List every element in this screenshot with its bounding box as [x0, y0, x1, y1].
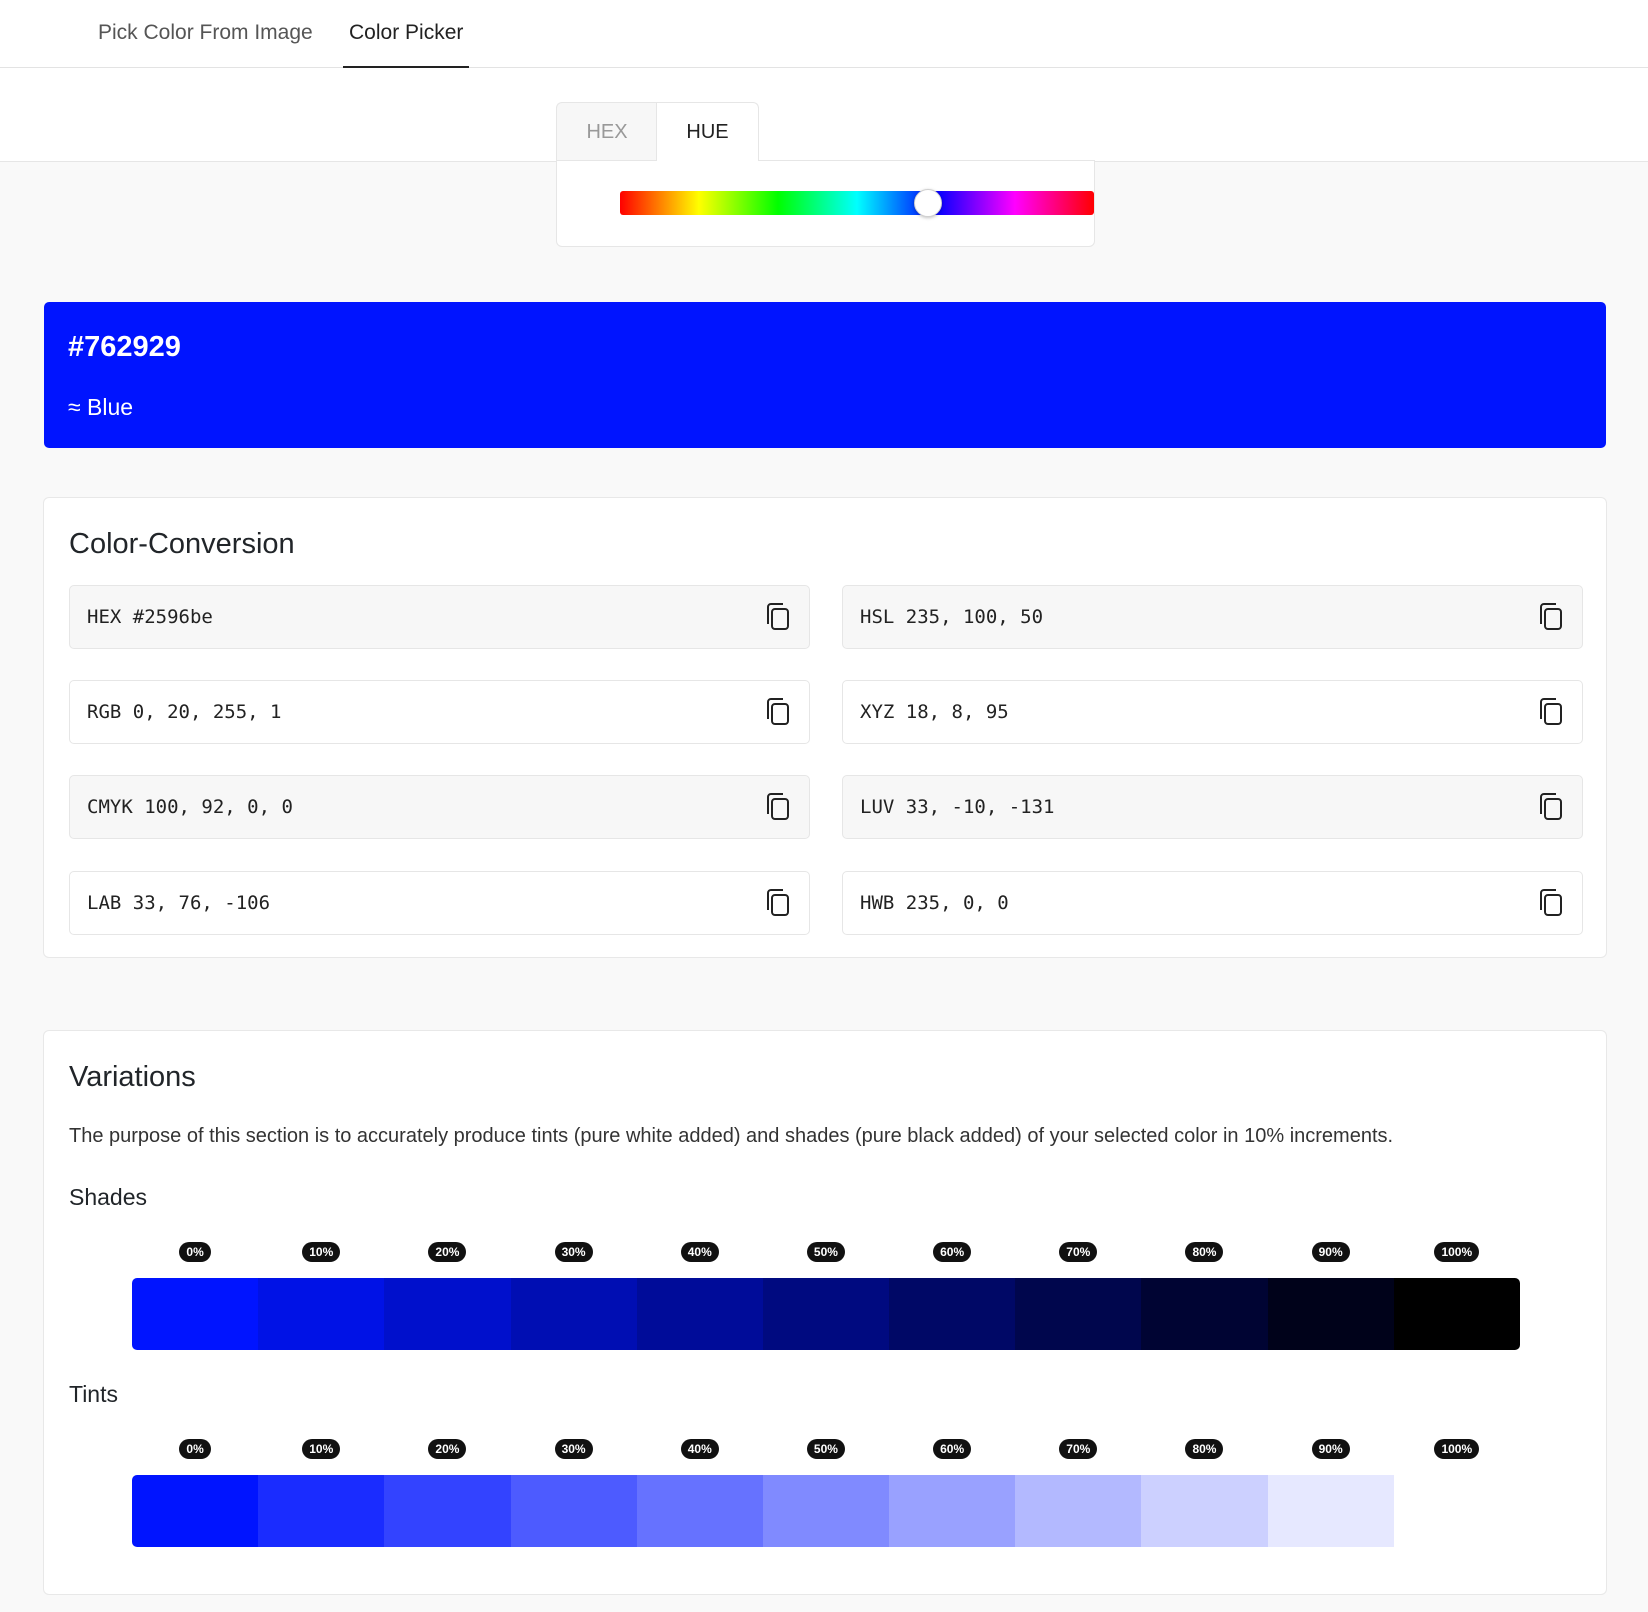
tint-label-cell — [1015, 1439, 1141, 1461]
tint-swatch[interactable] — [637, 1475, 763, 1547]
shade-swatch[interactable] — [1141, 1278, 1267, 1350]
tint-percent-badge: 70% — [1059, 1439, 1097, 1459]
tab-color-picker[interactable]: Color Picker — [343, 0, 469, 68]
tint-percent-badge: 20% — [428, 1439, 466, 1459]
tint-label-cell — [384, 1439, 510, 1461]
shade-label-cell — [637, 1242, 763, 1264]
shade-percent-badge: 50% — [807, 1242, 845, 1262]
copy-icon[interactable] — [765, 792, 791, 822]
tint-label-cell — [637, 1439, 763, 1461]
tint-label-cell — [258, 1439, 384, 1461]
tint-percent-badge: 80% — [1185, 1439, 1223, 1459]
tint-label-cell — [132, 1439, 258, 1461]
copy-icon[interactable] — [1538, 888, 1564, 918]
shade-label-cell — [1268, 1242, 1394, 1264]
shade-percent-badge: 70% — [1059, 1242, 1097, 1262]
tint-swatch[interactable] — [384, 1475, 510, 1547]
conversion-xyz-text: XYZ 18, 8, 95 — [860, 701, 1009, 723]
variations-card — [43, 1030, 1607, 1595]
conversion-hex-text: HEX #2596be — [87, 606, 213, 628]
shade-label-cell — [384, 1242, 510, 1264]
hue-slider-thumb[interactable] — [914, 189, 942, 217]
conversion-row-luv — [842, 775, 1583, 839]
tint-swatch[interactable] — [1015, 1475, 1141, 1547]
tint-percent-badge: 100% — [1434, 1439, 1479, 1459]
shade-label-cell — [258, 1242, 384, 1264]
tint-swatch[interactable] — [1268, 1475, 1394, 1547]
conversion-cmyk-text: CMYK 100, 92, 0, 0 — [87, 796, 293, 818]
shade-percent-badge: 80% — [1185, 1242, 1223, 1262]
shade-percent-badge: 0% — [179, 1242, 210, 1262]
shades-percent-labels — [132, 1242, 1520, 1264]
shade-swatch[interactable] — [637, 1278, 763, 1350]
shade-label-cell — [1141, 1242, 1267, 1264]
conversion-hsl-text: HSL 235, 100, 50 — [860, 606, 1044, 628]
shade-percent-badge: 10% — [302, 1242, 340, 1262]
tint-label-cell — [511, 1439, 637, 1461]
tints-strip — [132, 1475, 1520, 1547]
tint-percent-badge: 90% — [1312, 1439, 1350, 1459]
shade-swatch[interactable] — [1015, 1278, 1141, 1350]
conversion-row-hwb — [842, 871, 1583, 935]
conversion-rgb-text: RGB 0, 20, 255, 1 — [87, 701, 282, 723]
tint-percent-badge: 60% — [933, 1439, 971, 1459]
tint-swatch[interactable] — [763, 1475, 889, 1547]
shade-percent-badge: 60% — [933, 1242, 971, 1262]
picker-band — [0, 68, 1648, 162]
shade-swatch[interactable] — [1394, 1278, 1520, 1350]
shade-label-cell — [1394, 1242, 1520, 1264]
top-navigation — [0, 0, 1648, 68]
shade-percent-badge: 40% — [681, 1242, 719, 1262]
shade-label-cell — [889, 1242, 1015, 1264]
shade-swatch[interactable] — [258, 1278, 384, 1350]
shade-swatch[interactable] — [132, 1278, 258, 1350]
tint-label-cell — [763, 1439, 889, 1461]
shade-swatch[interactable] — [763, 1278, 889, 1350]
tab-hue[interactable]: HUE — [656, 102, 759, 161]
shade-percent-badge: 100% — [1434, 1242, 1479, 1262]
conversion-row-rgb — [69, 680, 810, 744]
hue-slider-track[interactable] — [620, 191, 1094, 215]
conversion-row-xyz — [842, 680, 1583, 744]
shade-label-cell — [763, 1242, 889, 1264]
shade-percent-badge: 20% — [428, 1242, 466, 1262]
tint-label-cell — [1394, 1439, 1520, 1461]
conversion-row-cmyk — [69, 775, 810, 839]
tint-label-cell — [889, 1439, 1015, 1461]
tint-swatch[interactable] — [889, 1475, 1015, 1547]
tints-title: Tints — [69, 1381, 118, 1407]
color-conversion-title: Color-Conversion — [69, 528, 295, 560]
tab-pick-color-from-image[interactable]: Pick Color From Image — [98, 21, 313, 44]
tint-percent-badge: 50% — [807, 1439, 845, 1459]
tint-swatch[interactable] — [511, 1475, 637, 1547]
tint-percent-badge: 30% — [555, 1439, 593, 1459]
tint-percent-badge: 0% — [179, 1439, 210, 1459]
tint-swatch[interactable] — [1141, 1475, 1267, 1547]
copy-icon[interactable] — [1538, 792, 1564, 822]
shade-label-cell — [1015, 1242, 1141, 1264]
color-conversion-card — [43, 497, 1607, 958]
conversion-row-hsl — [842, 585, 1583, 649]
conversion-row-lab — [69, 871, 810, 935]
tint-percent-badge: 40% — [681, 1439, 719, 1459]
shade-swatch[interactable] — [889, 1278, 1015, 1350]
shade-label-cell — [511, 1242, 637, 1264]
shades-strip — [132, 1278, 1520, 1350]
shade-swatch[interactable] — [511, 1278, 637, 1350]
variations-description: The purpose of this section is to accurately produce tints (pure white added) and shades (pure black added) of your selected color in 10% increments. — [69, 1125, 1394, 1147]
tint-swatch[interactable] — [258, 1475, 384, 1547]
tint-swatch[interactable] — [1394, 1475, 1520, 1547]
conversion-hwb-text: HWB 235, 0, 0 — [860, 892, 1009, 914]
conversion-luv-text: LUV 33, -10, -131 — [860, 796, 1055, 818]
selected-color-hex: #762929 — [68, 331, 181, 363]
tab-hex[interactable]: HEX — [556, 102, 657, 161]
conversion-lab-text: LAB 33, 76, -106 — [87, 892, 271, 914]
copy-icon[interactable] — [1538, 602, 1564, 632]
tint-label-cell — [1268, 1439, 1394, 1461]
shade-percent-badge: 30% — [555, 1242, 593, 1262]
selected-color-banner — [44, 302, 1606, 448]
copy-icon[interactable] — [765, 697, 791, 727]
shades-title: Shades — [69, 1184, 148, 1210]
tint-label-cell — [1141, 1439, 1267, 1461]
tints-percent-labels — [132, 1439, 1520, 1461]
copy-icon[interactable] — [765, 602, 791, 632]
tint-percent-badge: 10% — [302, 1439, 340, 1459]
shade-label-cell — [132, 1242, 258, 1264]
variations-title: Variations — [69, 1061, 196, 1093]
selected-color-name: ≈ Blue — [68, 394, 134, 420]
shade-swatch[interactable] — [1268, 1278, 1394, 1350]
conversion-row-hex — [69, 585, 810, 649]
shade-swatch[interactable] — [384, 1278, 510, 1350]
tint-swatch[interactable] — [132, 1475, 258, 1547]
copy-icon[interactable] — [765, 888, 791, 918]
shade-percent-badge: 90% — [1312, 1242, 1350, 1262]
copy-icon[interactable] — [1538, 697, 1564, 727]
